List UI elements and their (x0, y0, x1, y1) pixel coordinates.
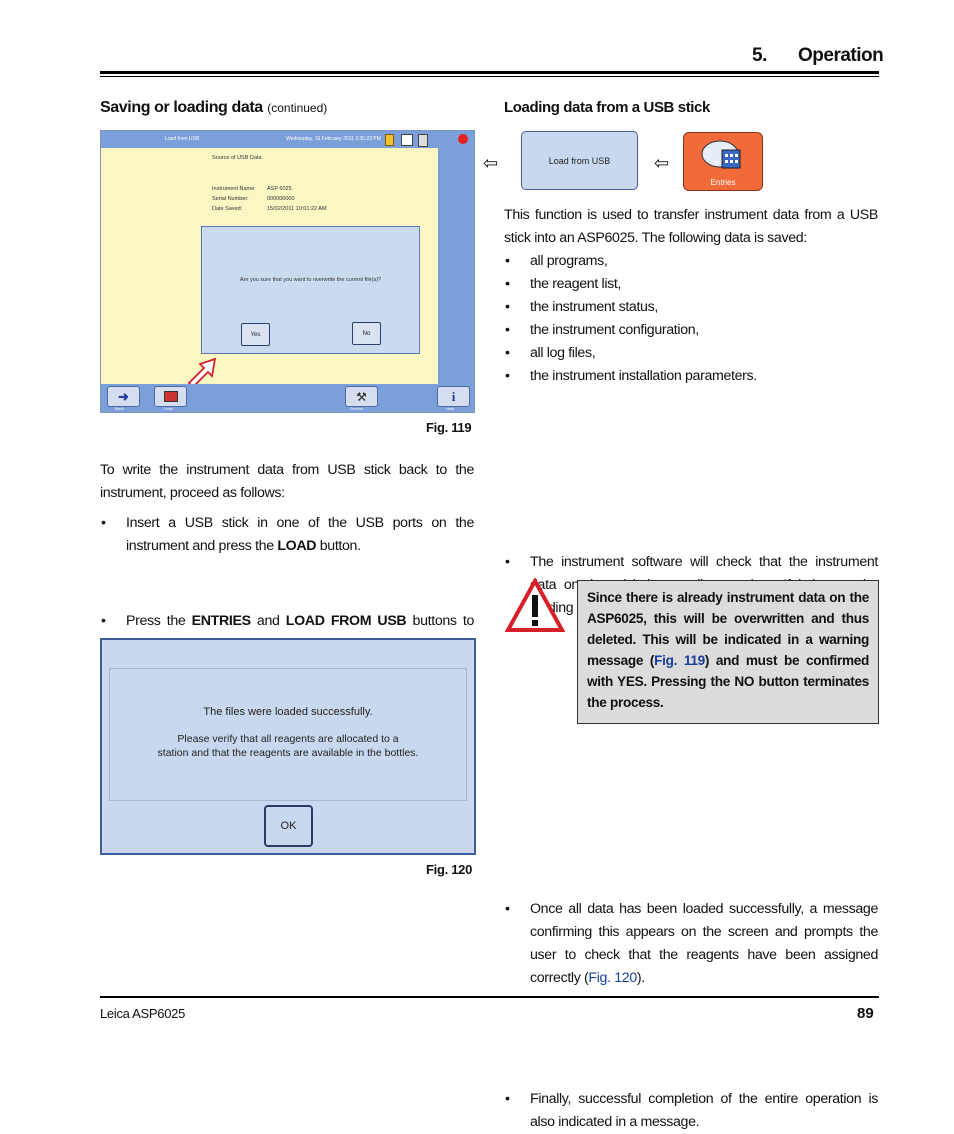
service-button[interactable] (345, 386, 378, 407)
bottom-label: Load (164, 406, 173, 411)
list-item: • the reagent list, (504, 273, 878, 296)
fig119-right-sidebar (438, 131, 474, 384)
text: Insert a USB stick in one of the USB ports on the instrument and press the (126, 515, 474, 554)
footer-product: Leica ASP6025 (100, 1006, 186, 1021)
fig119-field-label: Serial Number: (212, 196, 249, 202)
fig119-datetime: Wednesday, 16 February 2011 2:35:23 PM (286, 136, 381, 142)
folder-icon (385, 134, 394, 146)
back-arrow-icon: ➜ (118, 388, 129, 404)
right-bullet-final: • Finally, successful completion of the entire operation is also indicated in a message. (504, 1088, 878, 1134)
section-title: Saving or loading data (100, 99, 263, 116)
fig119-bottombar (101, 384, 474, 412)
warning-text: ) and must be confirmed with YES. Pressing the NO button terminates the process. (587, 653, 869, 710)
yes-button[interactable]: Yes (241, 323, 270, 346)
fig119-field-label: Date Saved: (212, 206, 243, 212)
fig119-topbar (101, 131, 438, 148)
left-bullet-load (100, 512, 474, 558)
load-from-usb-button[interactable]: Load from USB (521, 131, 638, 190)
warning-box (577, 580, 879, 724)
chapter-title: Operation (798, 45, 884, 66)
fig120-message-panel (109, 668, 467, 801)
bold-text: ENTRIES (191, 613, 251, 629)
left-section-heading (100, 99, 327, 117)
left-intro: To write the instrument data from USB stick back to the instrument, proceed as follows: (100, 462, 474, 501)
verify-line: station and that the reagents are available in the bottles. (157, 747, 419, 759)
entries-icon (700, 139, 746, 173)
success-line: The files were loaded successfully. (203, 706, 373, 718)
fig119-field-value: ASP 6025 (267, 186, 292, 192)
chapter-number: 5. (752, 45, 767, 66)
fig119-title: Load from USB (165, 136, 200, 142)
header-rule-thin (100, 76, 879, 77)
saved-data-list (504, 250, 878, 388)
usb-icon (418, 134, 428, 147)
load-button[interactable] (154, 386, 187, 407)
list-item: • all programs, (504, 250, 878, 273)
bottom-label: Help (446, 406, 455, 411)
right-bullet-success (504, 898, 878, 990)
footer-rule (100, 996, 879, 998)
fig120-caption: Fig. 120 (426, 862, 473, 877)
fig120-link[interactable]: Fig. 120 (588, 970, 637, 986)
entries-label: Entries (710, 178, 736, 187)
monitor-icon (401, 134, 413, 146)
text: ). (636, 970, 645, 986)
fig119-screenshot (100, 130, 475, 413)
fig119-caption: Fig. 119 (426, 420, 472, 435)
text: Once all data has been loaded successfully, a message confirming this appears on the screen and prompts the user to check that the reagents have been assigned correctly ( (530, 901, 878, 986)
list-item: • the instrument configuration, (504, 319, 878, 342)
overwrite-dialog (201, 226, 420, 354)
entries-button[interactable] (683, 132, 763, 191)
text: and (250, 613, 286, 629)
fig119-field-value: 000000000 (267, 196, 295, 202)
text: buttons to (412, 613, 475, 629)
text: button. (316, 538, 361, 554)
warning-icon (505, 578, 565, 633)
page-number: 89 (857, 1005, 874, 1022)
load-icon (164, 391, 178, 402)
section-continued: (continued) (267, 101, 328, 115)
left-arrow-icon: ⇦ (483, 153, 499, 173)
wrench-icon: ⚒ (356, 389, 367, 404)
fig119-link[interactable]: Fig. 119 (654, 653, 705, 668)
left-arrow-icon: ⇦ (654, 153, 670, 173)
info-icon: i (451, 388, 456, 404)
right-bullet-check: • The instrument software will check that the instrument data on (504, 551, 878, 620)
bottom-label: Back (115, 406, 124, 411)
bottom-label: Service (350, 406, 364, 411)
text: Press the (126, 613, 192, 629)
fig119-source-label: Source of USB Data (212, 155, 262, 161)
warning-text: Since there is already instrument data on the ASP6025, this will be overwritten and thus deleted. This will be indicated in a warning message ( (587, 590, 869, 668)
help-button[interactable] (437, 386, 470, 407)
right-intro: This function is used to transfer instrument data from a USB stick into an ASP6025. The following data is saved: (504, 207, 878, 246)
right-section-title: Loading data from a USB stick (504, 99, 710, 116)
bold-text: LOAD FROM USB (285, 613, 407, 629)
verify-line: Please verify that all reagents are allocated to a (177, 733, 399, 745)
list-item: • the instrument installation parameters. (504, 365, 878, 388)
bold-text: LOAD (277, 538, 317, 554)
alarm-icon (458, 134, 468, 144)
overwrite-question: Are you sure that you want to overwrite the current file(s)? (239, 277, 382, 283)
fig119-field-value: 15/02/2011 10:01:22 AM (267, 206, 327, 212)
no-button[interactable]: No (352, 322, 381, 345)
list-item: • the instrument status, (504, 296, 878, 319)
back-button[interactable] (107, 386, 140, 407)
fig120-screenshot (100, 638, 476, 855)
ok-button[interactable]: OK (264, 805, 313, 847)
header-rule (100, 71, 879, 74)
fig119-field-label: Instrument Name: (212, 186, 256, 192)
list-item: • all log files, (504, 342, 878, 365)
